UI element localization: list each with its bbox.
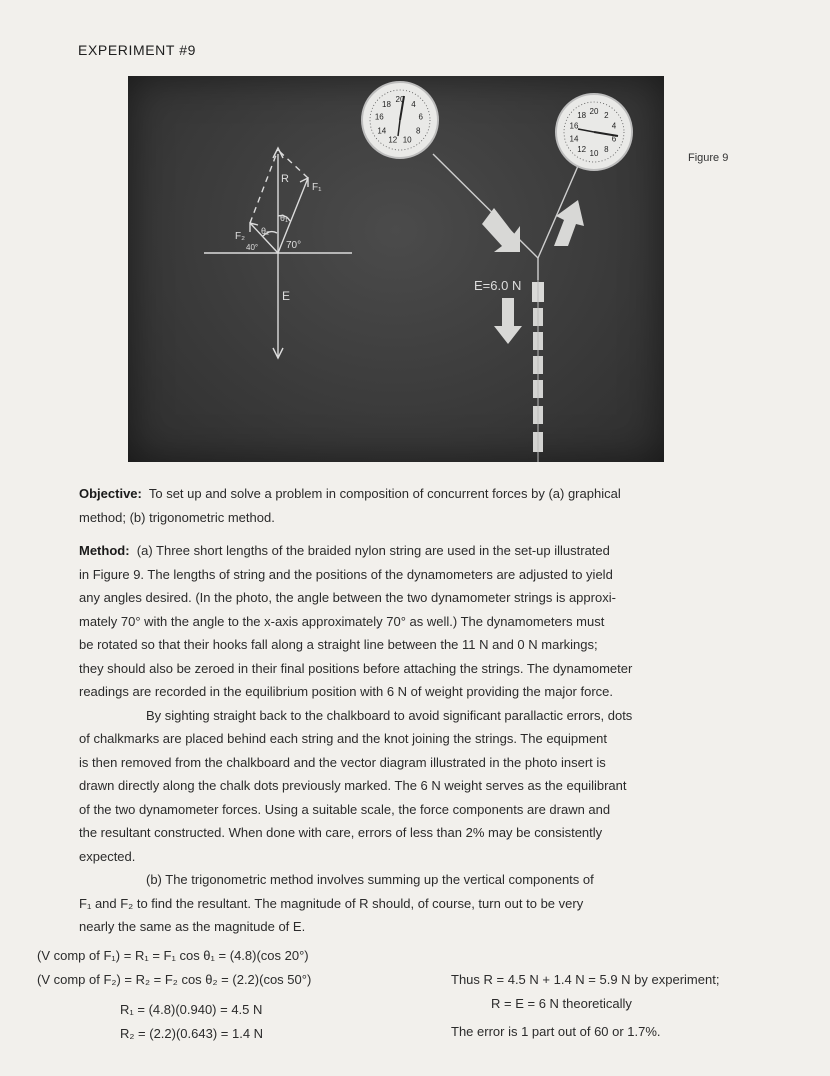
method-line-17: nearly the same as the magnitude of E. (79, 919, 306, 934)
dial-left-number-6: 6 (418, 112, 423, 122)
label-angle70: 70° (286, 240, 302, 251)
hanging-weights (532, 280, 544, 462)
objective-line-2: method; (b) trigonometric method. (79, 510, 275, 525)
dynamometer-left (362, 82, 438, 158)
method-line-7: readings are recorded in the equilibrium position with 6 N of weight providing the major force. (79, 684, 614, 699)
figure-caption: Figure 9 (688, 152, 729, 164)
method-line-5: be rotated so that their hooks fall along a straight line between the 11 N and 0 N markings; (79, 637, 598, 652)
dial-left-number-20: 20 (395, 95, 405, 104)
method-line-14: expected. (79, 848, 136, 864)
label-f1: F₁ (312, 182, 322, 193)
dial-right-number-4: 4 (611, 121, 617, 131)
experiment-header: EXPERIMENT #9 (78, 42, 197, 58)
method-line-4: mately 70° with the angle to the x-axis approximately 70° as well.) The dynamometers must (79, 613, 605, 629)
equation-theory: R = E = 6 N theoretically (491, 996, 632, 1011)
dial-left-number-18: 18 (382, 99, 391, 109)
method-line-8: By sighting straight back to the chalkboard to avoid significant parallactic errors, dots (146, 707, 633, 723)
equation-r1: R₁ = (4.8)(0.940) = 4.5 N (120, 1002, 263, 1017)
dial-right-number-6: 6 (611, 134, 617, 144)
method-line-2: in Figure 9. The lengths of string and the positions of the dynamometers are adjusted to yield (79, 566, 613, 582)
method-line-11: drawn directly along the chalk dots previously marked. The 6 N weight serves as the equilibrant (79, 778, 627, 793)
method-line-1: (a) Three short lengths of the braided nylon string are used in the set-up illustrated (136, 543, 610, 558)
chalkboard-illustration (128, 76, 664, 462)
dial-left-number-10: 10 (402, 135, 412, 145)
method-line-10: is then removed from the chalkboard and the vector diagram illustrated in the photo insert is (79, 754, 606, 770)
dial-left-number-12: 12 (388, 135, 398, 145)
label-r: R (281, 173, 289, 185)
equation-thus: Thus R = 4.5 N + 1.4 N = 5.9 N by experiment; (451, 972, 720, 987)
equation-v1: (V comp of F₁) = R₁ = F₁ cos θ₁ = (4.8)(cos 20°) (37, 948, 309, 963)
method-line-12: of the two dynamometer forces. Using a suitable scale, the force components are drawn and (79, 801, 611, 817)
method-line-15: (b) The trigonometric method involves summing up the vertical components of (146, 872, 594, 887)
parallelogram-dash-left (250, 150, 278, 223)
equation-v2: (V comp of F₂) = R₂ = F₂ cos θ₂ = (2.2)(cos 50°) (37, 972, 312, 987)
dial-right-number-2: 2 (604, 111, 609, 120)
dial-right-number-12: 12 (577, 145, 587, 154)
label-f2: F₂ (235, 231, 245, 242)
equation-r2: R₂ = (2.2)(0.643) = 1.4 N (120, 1026, 264, 1041)
arrow-up-left (482, 208, 520, 252)
left-string (433, 154, 538, 258)
dial-right-number-16: 16 (569, 121, 579, 131)
method-paragraph (79, 539, 779, 939)
method-label: Method: (79, 543, 130, 558)
dynamometer-right (556, 94, 632, 170)
label-e-value: E=6.0 N (474, 278, 522, 293)
arrow-down (494, 298, 522, 344)
label-theta2: θ₂ (261, 226, 270, 236)
method-line-13: the resultant constructed. When done with care, errors of less than 2% may be consistently (79, 825, 603, 840)
objective-line-1: To set up and solve a problem in composition of concurrent forces by (a) graphical (148, 486, 621, 501)
chalkboard-photo (128, 76, 664, 462)
label-theta1: θ₁ (280, 213, 289, 223)
dial-right-number-10: 10 (589, 149, 599, 158)
objective-label: Objective: (79, 486, 142, 501)
dial-right-number-18: 18 (577, 111, 587, 120)
method-line-3: any angles desired. (In the photo, the angle between the two dynamometer strings is approxi- (79, 590, 616, 605)
vector-diagram (204, 148, 352, 358)
equation-error: The error is 1 part out of 60 or 1.7%. (451, 1024, 661, 1039)
label-e: E (282, 289, 291, 303)
dial-right-number-14: 14 (569, 134, 579, 144)
dial-right-number-8: 8 (604, 145, 609, 154)
method-line-9: of chalkmarks are placed behind each string and the knot joining the strings. The equipment (79, 731, 608, 746)
dial-right-number-20: 20 (589, 107, 599, 116)
dial-left-number-14: 14 (377, 126, 387, 136)
arrow-up-right (554, 200, 584, 246)
dial-left-number-4: 4 (411, 99, 416, 109)
method-line-6: they should also be zeroed in their final positions before attaching the strings. The dynamometer (79, 660, 633, 676)
dial-left-number-16: 16 (374, 112, 384, 122)
method-line-16: F₁ and F₂ to find the resultant. The magnitude of R should, of course, turn out to be very (79, 895, 584, 911)
dial-left-number-8: 8 (415, 126, 421, 136)
label-angle40: 40° (246, 243, 259, 252)
